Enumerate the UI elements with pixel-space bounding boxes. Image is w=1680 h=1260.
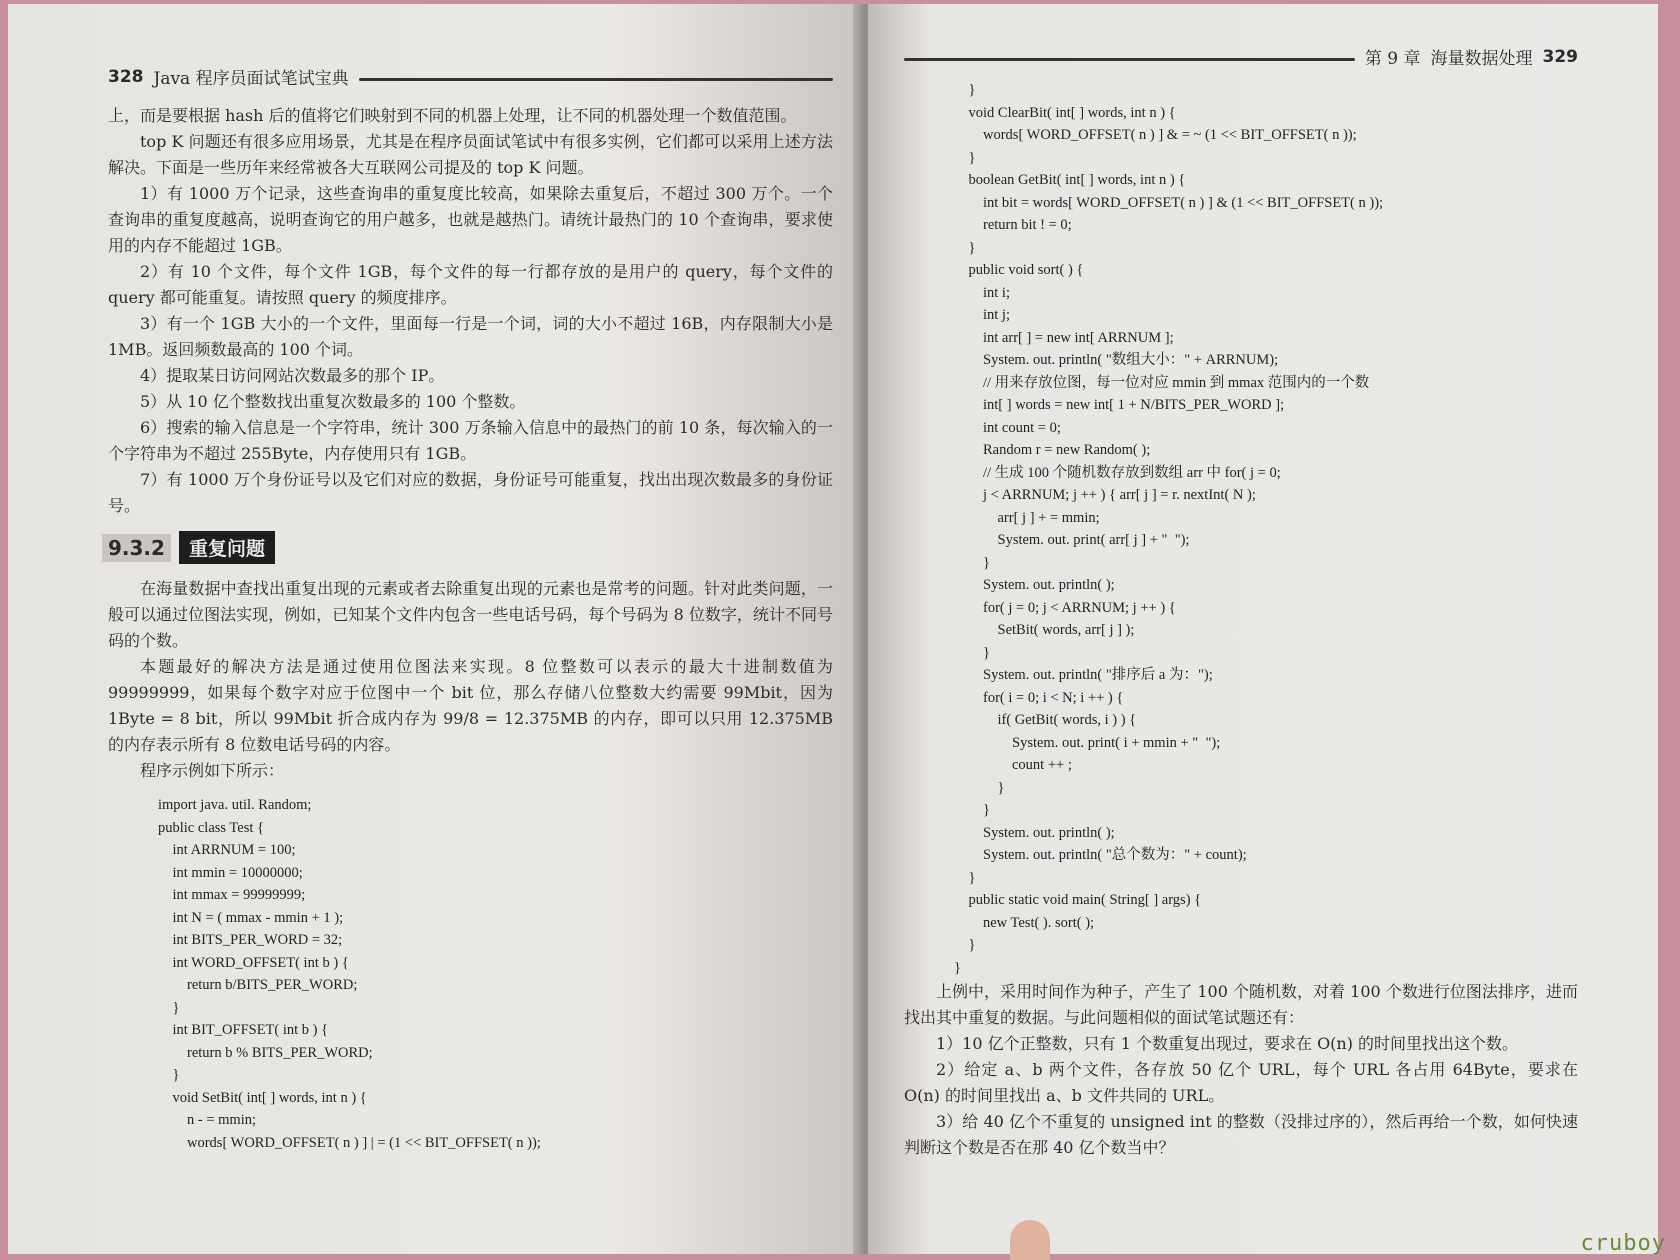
book-title: Java 程序员面试笔试宝典 (153, 69, 349, 89)
paragraph: top K 问题还有很多应用场景，尤其是在程序员面试笔试中有很多实例，它们都可以采用上述方法解决。下面是一些历年来经常被各大互联网公司提及的 top K 问题。 (108, 132, 833, 177)
chapter-label: 第 9 章 (1364, 49, 1421, 69)
right-page-header (904, 44, 1578, 69)
left-page (8, 4, 863, 1254)
section-heading (102, 531, 833, 564)
code-listing: } void ClearBit( int[ ] words, int n ) { words[ WORD_OFFSET( n ) ] & = ~ (1 << BIT_OFFSET( n )); } boolean GetBit( int[ ] words, int n ) { int bit = words[ WORD_OFFSET( n ) ] & (1 << BIT_OFFSET( n )); return bit ! = 0; } public void sort( ) { int i; int j; int arr[ ] = new int[ ARRNUM ]; System. out. println( "数组大小：" + ARRNUM); // 用来存放位图，每一位对应 mmin 到 mmax 范围内的一个数 int[ ] words = new int[ 1 + N/BITS_PER_WORD ]; int count = 0; Random r = new Random( ); // 生成 100 个随机数存放到数组 arr 中 for( j = 0; j < ARRNUM; j ++ ) { arr[ j ] = r. nextInt( N ); arr[ j ] + = mmin; System. out. print( arr[ j ] + " "); } System. out. println( ); for( j = 0; j < ARRNUM; j ++ ) { SetBit( words, arr[ j ] ); } System. out. println( "排序后 a 为："); for( i = 0; i < N; i ++ ) { if( GetBit( words, i ) ) { System. out. print( i + mmin + " "); count ++ ; } } System. out. println( ); System. out. println( "总个数为：" + count); } public static void main( String[ ] args) { new Test( ). sort( ); } } (954, 82, 1384, 976)
list-item: 2）有 10 个文件，每个文件 1GB，每个文件的每一行都存放的是用户的 query，每个文件的 query 都可能重复。请按照 query 的频度排序。 (108, 262, 833, 307)
page-number: 329 (1542, 46, 1578, 67)
section-title: 重复问题 (179, 531, 275, 564)
list-item: 3）有一个 1GB 大小的一个文件，里面每一行是一个词，词的大小不超过 16B，内存限制大小是 1MB。返回频数最高的 100 个词。 (108, 314, 833, 359)
page-number: 328 (108, 66, 144, 87)
list-item: 3）给 40 亿个不重复的 unsigned int 的整数（没排过序的），然后再给一个数，如何快速判断这个数是否在那 40 亿个数当中？ (904, 1112, 1578, 1157)
header-rule (904, 58, 1355, 61)
paragraph: 本题最好的解决方法是通过使用位图法来实现。8 位整数可以表示的最大十进制数值为 99999999，如果每个数字对应于位图中一个 bit 位，那么存储八位整数大约需要 99Mbit，因为 1Byte = 8 bit，所以 99Mbit 折合成内存为 99/8 = 12.375MB 的内存，即可以只用 12.375MB 的内存表示所有 8 位数电话号码的内容。 (108, 657, 833, 754)
list-item: 4）提取某日访问网站次数最多的那个 IP。 (140, 366, 445, 385)
list-item: 7）有 1000 万个身份证号以及它们对应的数据，身份证号可能重复，找出出现次数最多的身份证号。 (108, 470, 833, 515)
list-item: 6）搜索的输入信息是一个字符串，统计 300 万条输入信息中的最热门的前 10 条，每次输入的一个字符串为不超过 255Byte，内存使用只有 1GB。 (108, 418, 833, 463)
list-item: 5）从 10 亿个整数找出重复次数最多的 100 个整数。 (140, 392, 526, 411)
chapter-title: 海量数据处理 (1430, 49, 1533, 69)
paragraph: 在海量数据中查找出重复出现的元素或者去除重复出现的元素也是常考的问题。针对此类问题，一般可以通过位图法实现，例如，已知某个文件内包含一些电话号码，每个号码为 8 位数字，统计不同号码的个数。 (108, 579, 833, 650)
list-item: 1）有 1000 万个记录，这些查询串的重复度比较高，如果除去重复后，不超过 300 万个。一个查询串的重复度越高，说明查询它的用户越多，也就是越热门。请统计最热门的 10 个查询串，要求使用的内存不能超过 1GB。 (108, 184, 833, 255)
section-number: 9.3.2 (102, 534, 171, 562)
left-page-header (108, 64, 833, 89)
paragraph: 程序示例如下所示： (140, 761, 285, 780)
code-listing: import java. util. Random; public class Test { int ARRNUM = 100; int mmin = 10000000; int mmax = 99999999; int N = ( mmax - mmin + 1 ); int BITS_PER_WORD = 32; int WORD_OFFSET( int b ) { return b/BITS_PER_WORD; } int BIT_OFFSET( int b ) { return b % BITS_PER_WORD; } void SetBit( int[ ] words, int n ) { n - = mmin; words[ WORD_OFFSET( n ) ] | = (1 << BIT_OFFSET( n )); (158, 797, 541, 1151)
open-book (8, 4, 1658, 1254)
list-item: 2）给定 a、b 两个文件，各存放 50 亿个 URL，每个 URL 各占用 64Byte，要求在 O(n) 的时间里找出 a、b 文件共同的 URL。 (904, 1060, 1578, 1105)
right-page (868, 4, 1658, 1254)
header-rule (359, 78, 833, 81)
thumb (1010, 1220, 1050, 1260)
paragraph: 上例中，采用时间作为种子，产生了 100 个随机数，对着 100 个数进行位图法排序，进而找出其中重复的数据。与此问题相似的面试笔试题还有： (904, 982, 1578, 1027)
paragraph: 上，而是要根据 hash 后的值将它们映射到不同的机器上处理，让不同的机器处理一个数值范围。 (108, 106, 797, 125)
watermark: cruboy (1580, 1231, 1666, 1256)
list-item: 1）10 亿个正整数，只有 1 个数重复出现过，要求在 O(n) 的时间里找出这个数。 (936, 1034, 1519, 1053)
